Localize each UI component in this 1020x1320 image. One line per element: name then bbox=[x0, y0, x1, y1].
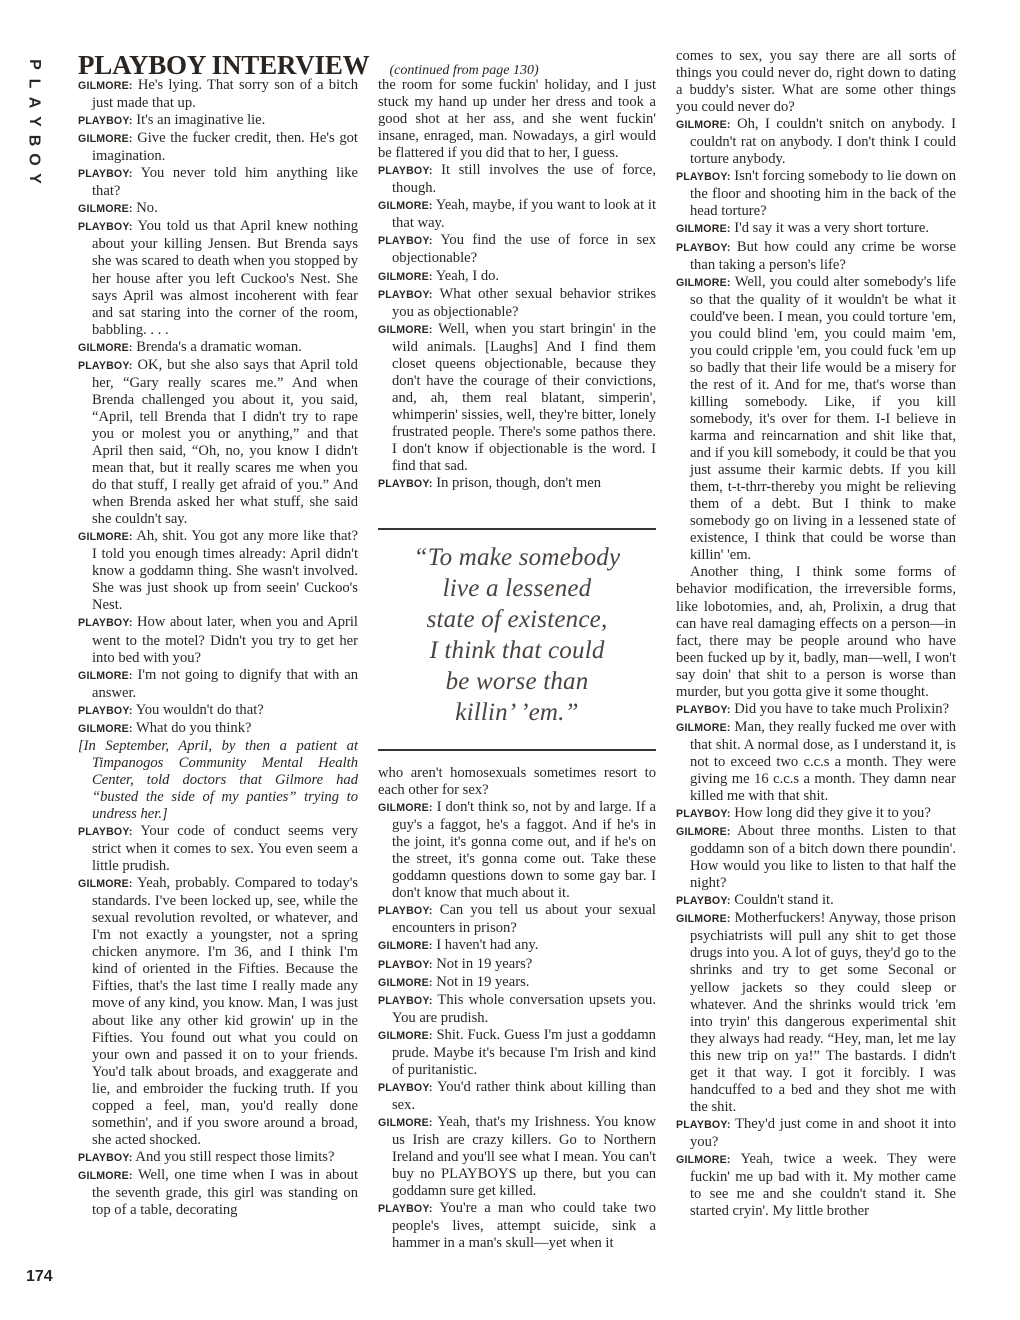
interview-paragraph bbox=[378, 799, 656, 902]
paragraph-text: Well, when you start bringin' in the wild animals. [Laughs] And I find them closet queens objectionable, because they don't have the courage of their convictions, and, ah, them real blatant, simperin', whimperin' sissies, well, they're bitter, lonely frustrated people. There's some pathos there. I don't know if objectionable is the word. I find that sad. bbox=[392, 320, 657, 475]
paragraph-text: You told us that April knew nothing about your killing Jensen. But Brenda says she was scared to death when you stopped by her house after you left Cuckoo's Nest. She says April was almost incoherent with fear and sat staring into the corner of the room, babbling. . . . bbox=[92, 218, 359, 338]
speaker-label: GILMORE: bbox=[378, 940, 433, 953]
speaker-label: PLAYBOY: bbox=[78, 115, 133, 128]
interview-paragraph bbox=[78, 875, 358, 1149]
pull-quote-line: state of existence, bbox=[426, 606, 608, 633]
paragraph-text: Yeah, that's my Irishness. You know us Irish are crazy killers. Go to Northern Ireland and you'll see what I mean. You can't buy no PLAYBOYS up there, but you can goddamn sure get killed. bbox=[392, 1113, 657, 1200]
paragraph-text: Well, you could alter somebody's life so that the quality of it wouldn't be what it could've been. I mean, you could torture 'em, you could blind 'em, you could maim 'em, you could cripple 'em, you could fuck 'em up so badly that their life would be a misery for the rest of it. And for me, that's worse than killing somebody. Like, if you kill somebody, it's over for them. I-I believe in karma and reincarnation and shit like that, and if you kill somebody, it could be that you just assume their karmic debts. If you kill them, t-t-thrr-thereby you might be relieving them of a debt. But I think to make somebody go on living in a lessened state of existence, I think that could be worse than killin' 'em. bbox=[690, 273, 956, 564]
interview-paragraph bbox=[78, 702, 358, 720]
paragraph-text: This whole conversation upsets you. You are prudish. bbox=[392, 991, 657, 1026]
speaker-label: GILMORE: bbox=[78, 203, 133, 216]
speaker-label: GILMORE: bbox=[676, 721, 731, 734]
paragraph-text: How long did they give it to you? bbox=[734, 805, 931, 822]
speaker-label: PLAYBOY: bbox=[378, 288, 433, 301]
speaker-label: PLAYBOY: bbox=[378, 165, 433, 178]
paragraph-text: Give the fucker credit, then. He's got imagination. bbox=[92, 130, 358, 165]
speaker-label: PLAYBOY: bbox=[378, 994, 433, 1007]
paragraph-text: Well, one time when I was in about the seventh grade, this girl was standing on top of a table, decorating bbox=[92, 1166, 358, 1219]
speaker-label: GILMORE: bbox=[378, 323, 433, 336]
speaker-label: PLAYBOY: bbox=[78, 826, 133, 839]
paragraph-text: I'd say it was a very short torture. bbox=[734, 220, 929, 237]
speaker-label: PLAYBOY: bbox=[78, 221, 133, 234]
running-head-letter: Y bbox=[25, 173, 43, 184]
paragraph-text: What other sexual behavior strikes you as objectionable? bbox=[392, 285, 657, 320]
interview-paragraph bbox=[378, 286, 656, 321]
interview-paragraph bbox=[378, 268, 656, 286]
speaker-label: PLAYBOY: bbox=[378, 905, 433, 918]
paragraph-text: Couldn't stand it. bbox=[734, 892, 834, 909]
paragraph-text: Oh, I couldn't snitch on anybody. I couldn't rat on anybody. I don't think I could torture anybody. bbox=[690, 116, 956, 168]
speaker-label: PLAYBOY: bbox=[378, 1203, 433, 1216]
speaker-label: PLAYBOY: bbox=[676, 1118, 731, 1131]
speaker-label: PLAYBOY: bbox=[78, 1151, 133, 1164]
paragraph-text: Shit. Fuck. Guess I'm just a goddamn prude. Maybe it's because I'm Irish and kind of puritanistic. bbox=[392, 1026, 656, 1078]
paragraph-text: Can you tell us about your sexual encounters in prison? bbox=[392, 902, 656, 937]
column-2 bbox=[378, 77, 656, 493]
paragraph-text: Ah, shit. You got any more like that? I told you enough times already: April didn't know a goddamn thing. She wasn't involved. She was just shook up from seein' Cuckoo's Nest. bbox=[92, 528, 358, 614]
interview-paragraph bbox=[78, 339, 358, 357]
column-3 bbox=[676, 48, 956, 1220]
pull-quote-line: killin’ ’em.” bbox=[455, 699, 579, 726]
paragraph-text: OK, but she also says that April told her, “Gary really scares me.” And when Brenda challenged you about it, you said, “April, tell Brenda that I didn't try to rape you or molest you or anything,” and that April then said, “Oh, no, you know I didn't mean that, but it really scares me when you do that stuff, I really get afraid of you.” And when Brenda asked her what stuff, she said she couldn't say. bbox=[92, 356, 358, 528]
speaker-label: PLAYBOY: bbox=[676, 895, 731, 908]
paragraph-text: It still involves the use of force, though. bbox=[392, 162, 656, 197]
interview-paragraph bbox=[378, 197, 656, 232]
paragraph-text: Not in 19 years? bbox=[436, 955, 533, 972]
speaker-label: GILMORE: bbox=[78, 531, 133, 544]
interview-paragraph bbox=[676, 1151, 956, 1220]
speaker-label: GILMORE: bbox=[78, 722, 133, 735]
running-head-letter: O bbox=[25, 153, 43, 166]
pull-quote-line: I think that could bbox=[429, 637, 605, 664]
interview-paragraph bbox=[78, 614, 358, 666]
column-2-lower bbox=[378, 765, 656, 1252]
paragraph-text: But how could any crime be worse than taking a person's life? bbox=[690, 238, 956, 273]
interview-paragraph bbox=[378, 162, 656, 197]
speaker-label: PLAYBOY: bbox=[78, 359, 133, 372]
article-title: PLAYBOY INTERVIEW bbox=[78, 50, 370, 80]
speaker-label: GILMORE: bbox=[676, 276, 731, 289]
interview-paragraph bbox=[378, 974, 656, 992]
interview-paragraph bbox=[676, 564, 956, 700]
paragraph-text: In prison, though, don't men bbox=[436, 475, 602, 492]
paragraph-text: You find the use of force in sex objectionable? bbox=[392, 232, 656, 267]
interview-paragraph bbox=[378, 765, 656, 799]
continued-note: (continued from page 130) bbox=[389, 63, 539, 78]
running-head-vertical bbox=[20, 55, 48, 188]
speaker-label: PLAYBOY: bbox=[676, 703, 731, 716]
paragraph-text: It's an imaginative lie. bbox=[136, 112, 266, 129]
pull-quote-line: “To make somebody bbox=[413, 544, 621, 571]
speaker-label: GILMORE: bbox=[78, 133, 133, 146]
paragraph-text: Yeah, maybe, if you want to look at it that way. bbox=[392, 197, 657, 232]
interview-paragraph bbox=[378, 1079, 656, 1114]
speaker-label: PLAYBOY: bbox=[378, 1081, 433, 1094]
paragraph-text: I haven't had any. bbox=[436, 937, 539, 954]
interview-paragraph bbox=[676, 168, 956, 220]
paragraph-text: You'd rather think about killing than sex. bbox=[392, 1078, 656, 1113]
speaker-label: GILMORE: bbox=[78, 80, 133, 92]
running-head-letter: A bbox=[25, 96, 43, 109]
speaker-label: GILMORE: bbox=[378, 1116, 433, 1129]
paragraph-text: You're a man who could take two people's lives, attempt suicide, sink a hammer in a man's skull—yet when it bbox=[392, 1200, 657, 1252]
interview-paragraph bbox=[676, 116, 956, 168]
interview-paragraph bbox=[676, 805, 956, 823]
speaker-label: PLAYBOY: bbox=[378, 958, 433, 971]
paragraph-text: Yeah, twice a week. They were fuckin' me up bad with it. My mother came to see me and she couldn't stand it. She started cryin'. My little brother bbox=[690, 1151, 956, 1220]
interview-paragraph bbox=[378, 937, 656, 955]
paragraph-text: who aren't homosexuals sometimes resort to each other for sex? bbox=[378, 765, 656, 799]
interview-paragraph bbox=[78, 165, 358, 200]
interview-paragraph bbox=[676, 48, 956, 116]
paragraph-text: Yeah, probably. Compared to today's standards. I've been locked up, see, while the sexual revolution revolted, or whatever, and I'm not exactly a youngster, not a spring chicken anymore. I'm 36, and I think I'm kind of oriented in the Fifties. Because the Fifties, that's the last time I really made any move of any kind, you know. Man, I was just about like any other kid growin' up in the Fifties. You found out what you could on your own and passed it on to your friends. You'd talk about broads, and exaggerate and lie, and embroider the fucking truth. If you copped a feel, man, you'd really done somethin', and if you swore around a broad, she acted shocked. bbox=[92, 875, 359, 1148]
interview-paragraph bbox=[378, 1027, 656, 1079]
speaker-label: GILMORE: bbox=[676, 223, 731, 236]
paragraph-text: How about later, when you and April went to the motel? Didn't you try to get her into bed with you? bbox=[92, 614, 358, 666]
interview-paragraph bbox=[78, 1149, 358, 1167]
interview-paragraph bbox=[378, 475, 656, 493]
speaker-label: GILMORE: bbox=[378, 1029, 433, 1042]
pull-quote-top-rule bbox=[378, 528, 656, 530]
interview-paragraph bbox=[78, 218, 358, 338]
interview-paragraph bbox=[378, 956, 656, 974]
interview-paragraph bbox=[378, 1200, 656, 1252]
interview-paragraph bbox=[78, 130, 358, 165]
interview-paragraph bbox=[676, 701, 956, 719]
speaker-label: GILMORE: bbox=[78, 341, 133, 354]
paragraph-text: Motherfuckers! Anyway, those prison psychiatrists will pull any shit to get those drugs into you. A lot of guys, they'd go to the shrinks and try to get some Seconal or yellow jackets so they could sleep or whatever. And the shrinks would trick 'em into tryin' this dangerous experimental shit they always had ready. “Hey, man, let me lay this new trip on ya!” The bastards. I didn't get it that way. I got it forcibly. I was handcuffed to a bed and they shot me with the shit. bbox=[690, 910, 956, 1115]
page-number: 174 bbox=[26, 1268, 53, 1285]
interview-paragraph bbox=[378, 77, 656, 162]
paragraph-text: He's lying. That sorry son of a bitch just made that up. bbox=[92, 77, 358, 112]
paragraph-text: You wouldn't do that? bbox=[135, 701, 264, 718]
interview-paragraph bbox=[676, 220, 956, 238]
paragraph-text: No. bbox=[136, 200, 158, 217]
paragraph-text: Yeah, I do. bbox=[435, 267, 500, 284]
interview-paragraph bbox=[676, 910, 956, 1116]
pull-quote bbox=[380, 542, 654, 728]
paragraph-text: About three months. Listen to that goddamn son of a bitch down there poundin'. How would you like to listen to that half the night? bbox=[690, 823, 957, 892]
speaker-label: PLAYBOY: bbox=[78, 704, 133, 717]
paragraph-text: Isn't forcing somebody to lie down on the floor and shooting him in the back of the head torture? bbox=[690, 168, 956, 220]
paragraph-text: I'm not going to dignify that with an answer. bbox=[92, 666, 358, 701]
speaker-label: GILMORE: bbox=[676, 1154, 731, 1166]
pull-quote-line: be worse than bbox=[445, 668, 589, 695]
paragraph-text: [In September, April, by then a patient at Timpanogos Community Mental Health Center, told doctors that Gilmore had “busted the side of my panties” trying to undress her.] bbox=[78, 737, 358, 822]
paragraph-text: Did you have to take much Prolixin? bbox=[734, 700, 950, 717]
paragraph-text: You never told him anything like that? bbox=[92, 165, 358, 200]
interview-paragraph bbox=[78, 720, 358, 738]
interview-paragraph bbox=[676, 719, 956, 805]
speaker-label: PLAYBOY: bbox=[676, 171, 731, 184]
speaker-label: GILMORE: bbox=[676, 119, 731, 132]
speaker-label: PLAYBOY: bbox=[378, 235, 433, 248]
interview-paragraph bbox=[378, 992, 656, 1027]
paragraph-text: They'd just come in and shoot it into you? bbox=[690, 1115, 956, 1150]
speaker-label: GILMORE: bbox=[378, 976, 433, 989]
column-1 bbox=[78, 77, 358, 1219]
speaker-label: PLAYBOY: bbox=[78, 168, 133, 181]
interview-paragraph bbox=[78, 1167, 358, 1219]
running-head-letter: B bbox=[25, 134, 43, 147]
running-head-letter: Y bbox=[25, 116, 43, 127]
paragraph-text: Another thing, I think some forms of behavior modification, the irreversible forms, like lobotomies, and, ah, Prolixin, a drug that can have real damaging effects on a person—in fact, there may be people around who have been fucked up by it, badly, man—well, I won't say doin' that shit to a person is worse than murder, but you gotta give it some thought. bbox=[676, 564, 956, 700]
paragraph-text: I don't think so, not by and large. If a guy's a faggot, he's a faggot. And if he's in the joint, it's gonna come out, and if he's on the street, it's gonna come out. Take these goddamn questions down to some gay bar. I don't know that much about it. bbox=[392, 799, 656, 902]
interview-paragraph bbox=[378, 1114, 656, 1200]
interview-paragraph bbox=[378, 232, 656, 267]
paragraph-text: comes to sex, you say there are all sorts of things you could never do, right down to dating a buddy's sister. What are some other things you could never do? bbox=[676, 48, 956, 116]
speaker-label: PLAYBOY: bbox=[676, 808, 731, 821]
paragraph-text: What do you think? bbox=[135, 719, 252, 736]
interview-paragraph bbox=[78, 200, 358, 218]
speaker-label: PLAYBOY: bbox=[78, 617, 133, 630]
paragraph-text: Not in 19 years. bbox=[436, 973, 530, 990]
interview-paragraph bbox=[676, 274, 956, 565]
interview-paragraph bbox=[78, 112, 358, 130]
speaker-label: GILMORE: bbox=[378, 270, 433, 283]
interview-paragraph bbox=[78, 528, 358, 614]
interview-paragraph bbox=[78, 77, 358, 112]
speaker-label: GILMORE: bbox=[78, 669, 133, 682]
speaker-label: GILMORE: bbox=[676, 913, 731, 926]
paragraph-text: Your code of conduct seems very strict when it comes to sex. You even seem a little prudish. bbox=[92, 823, 358, 875]
speaker-label: PLAYBOY: bbox=[676, 241, 731, 254]
paragraph-text: Brenda's a dramatic woman. bbox=[136, 338, 302, 355]
paragraph-text: And you still respect those limits? bbox=[135, 1148, 335, 1165]
interview-paragraph bbox=[676, 1116, 956, 1151]
interview-paragraph bbox=[78, 357, 358, 528]
interview-paragraph bbox=[676, 892, 956, 910]
pull-quote-line: live a lessened bbox=[442, 575, 592, 602]
speaker-label: GILMORE: bbox=[676, 826, 731, 839]
paragraph-text: Man, they really fucked me over with that shit. A normal dose, as I understand it, is not to exceed two c.c.s a month. They were giving me 16 c.c.s a month. They damn near killed me with that shit. bbox=[690, 718, 957, 805]
interview-paragraph bbox=[676, 239, 956, 274]
speaker-label: GILMORE: bbox=[378, 802, 433, 815]
speaker-label: GILMORE: bbox=[78, 1169, 133, 1182]
running-head-letter: P bbox=[25, 59, 43, 70]
interview-paragraph bbox=[378, 321, 656, 475]
running-head-letter: L bbox=[25, 78, 43, 89]
paragraph-text: the room for some fuckin' holiday, and I just stuck my hand up under her dress and took a good shot at her ass, and she went fuckin' insane, enraged, man. Nowadays, a girl would be flattered if you did that to her, I guess. bbox=[378, 77, 656, 162]
speaker-label: GILMORE: bbox=[378, 200, 433, 213]
speaker-label: PLAYBOY: bbox=[378, 478, 433, 491]
interview-paragraph bbox=[378, 902, 656, 937]
interview-paragraph bbox=[78, 823, 358, 875]
pull-quote-bottom-rule bbox=[378, 749, 656, 751]
speaker-label: GILMORE: bbox=[78, 878, 133, 891]
interview-paragraph bbox=[78, 667, 358, 702]
interview-paragraph bbox=[676, 823, 956, 892]
interview-paragraph bbox=[78, 738, 358, 823]
